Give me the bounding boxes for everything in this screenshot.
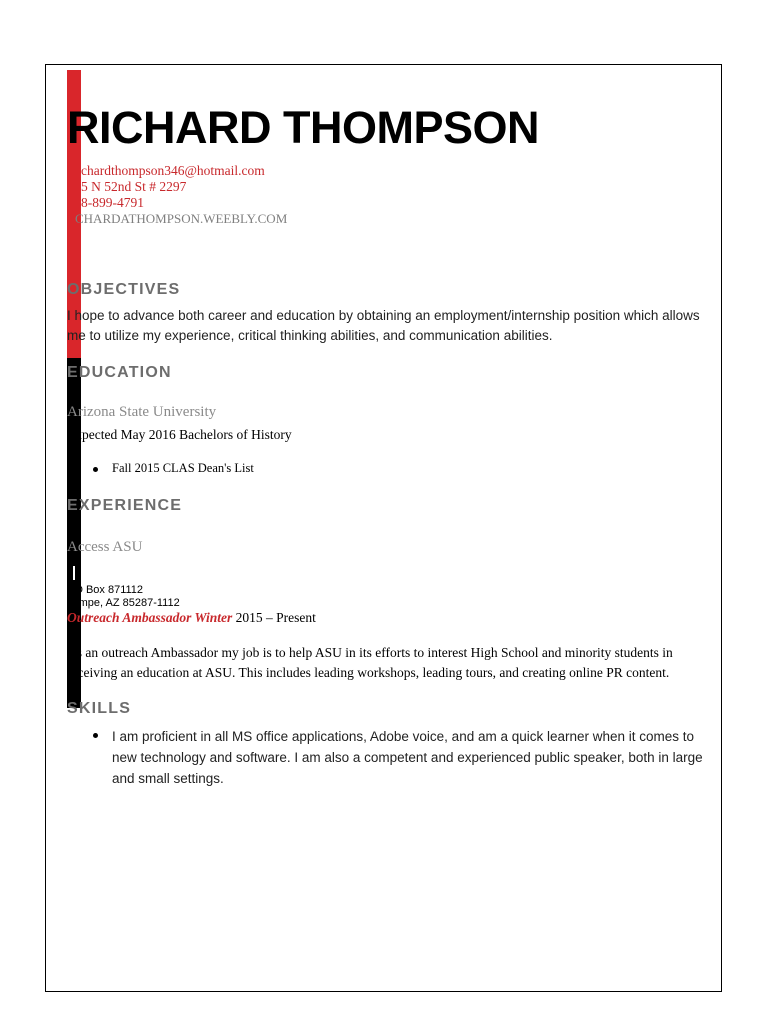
address-line-2: Tempe, AZ 85287-1112 [67, 597, 180, 609]
address-line-1: PO Box 871112 [67, 584, 144, 596]
experience-org: Access ASU [67, 539, 143, 555]
education-bullets [112, 460, 254, 476]
text-cursor [73, 566, 75, 580]
contact-email[interactable]: chardthompson346@hotmail.com [81, 163, 265, 178]
contact-website[interactable]: CHARDATHOMPSON.WEEBLY.COM [75, 211, 288, 226]
contact-phone: 8-899-4791 [81, 195, 144, 210]
experience-role: Outreach Ambassador Winter [67, 610, 233, 625]
section-heading-skills: SKILLS [67, 700, 132, 717]
section-heading-objectives: OBJECTIVES [67, 281, 181, 298]
contact-address: 5 N 52nd St # 2297 [81, 179, 187, 194]
experience-dates: 2015 – Present [232, 610, 316, 625]
candidate-name: RICHARD THOMPSON [67, 102, 539, 153]
contact-info [67, 163, 287, 227]
list-item: Fall 2015 CLAS Dean's List [112, 461, 254, 475]
experience-role-line [67, 610, 316, 626]
list-item: I am proficient in all MS office applications, Adobe voice, and am a quick learner when it comes to new technology and software. I am also a competent and experienced public speaker, both in large and small settings. [112, 726, 707, 789]
experience-address [67, 584, 180, 610]
section-heading-experience: EXPERIENCE [67, 497, 183, 514]
skills-bullets [112, 726, 707, 789]
education-degree: Expected May 2016 Bachelors of History [67, 427, 292, 442]
experience-description: As an outreach Ambassador my job is to help ASU in its efforts to interest High School and minority students in receiving an education at ASU. This includes leading workshops, leading tours, and creating online PR content. [67, 645, 673, 680]
education-school: Arizona State University [67, 404, 217, 420]
section-heading-education: EDUCATION [67, 364, 172, 381]
objectives-text: I hope to advance both career and education by obtaining an employment/internship position which allows me to utilize my experience, critical thinking abilities, and communication abilities. [67, 308, 700, 343]
